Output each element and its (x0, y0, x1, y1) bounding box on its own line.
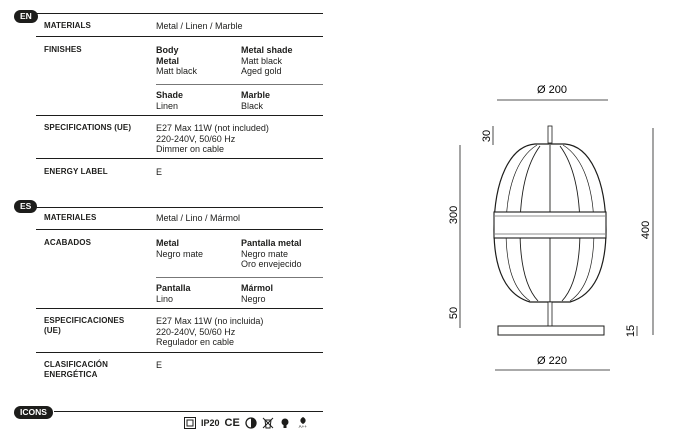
energy-class-label: A++ (298, 424, 307, 429)
ce-mark-icon: CE (224, 417, 240, 429)
specifications-label-line-2: (UE) (44, 326, 61, 335)
materials-label: MATERIALS (44, 21, 91, 30)
spec-line-2: 220-240V, 50/60 Hz (156, 326, 236, 337)
finish-body-es (156, 238, 203, 259)
finish-shade-value: Linen (156, 100, 179, 111)
section-divider (36, 207, 323, 208)
weee-bin-icon (262, 417, 274, 429)
energy-label-line-1: CLASIFICACIÓN (44, 360, 108, 369)
top-height-label: 30 (481, 129, 493, 143)
row-divider (36, 115, 323, 116)
icons-tag: ICONS (14, 406, 53, 419)
finish-marble-value: Negro (241, 293, 266, 304)
spec-line-2: 220-240V, 50/60 Hz (156, 133, 236, 144)
sub-divider (156, 84, 323, 85)
finish-body-value: Matt black (156, 66, 198, 76)
energy-value: E (156, 167, 163, 177)
led-bulb-icon (279, 417, 291, 429)
ip20-icon: IP20 (201, 418, 220, 428)
finish-metal-shade-value-1: Matt black (241, 55, 283, 66)
finish-marble-title: Mármol (241, 283, 274, 293)
base-height-label: 15 (625, 324, 637, 338)
finish-metal-shade-es (241, 238, 302, 270)
finish-marble-value: Black (241, 100, 264, 111)
language-tag-en: EN (14, 10, 38, 23)
finish-body-value: Negro mate (156, 248, 204, 259)
lamp-technical-drawing (430, 70, 670, 380)
finish-marble-es (241, 283, 273, 304)
base-diameter-label: Ø 220 (537, 355, 567, 367)
row-divider (36, 308, 323, 309)
finish-body-title: Metal (156, 238, 180, 248)
finish-shade-es (156, 283, 191, 304)
finish-body-title: Body (156, 45, 179, 55)
finish-body-en (156, 45, 197, 77)
total-height-label: 400 (640, 220, 652, 240)
dimmable-icon (245, 417, 257, 429)
lamp-stem (548, 302, 552, 328)
finish-metal-shade-title: Pantalla metal (241, 238, 302, 248)
energy-value: E (156, 360, 163, 370)
spec-line-1: E27 Max 11W (no incluida) (156, 316, 264, 326)
finish-metal-shade-value-2: Aged gold (241, 66, 282, 76)
spec-line-1: E27 Max 11W (not included) (156, 123, 269, 133)
finish-shade-title: Shade (156, 90, 184, 100)
spec-line-3: Dimmer on cable (156, 144, 225, 154)
finishes-label: FINISHES (44, 45, 82, 54)
lamp-finial (548, 126, 552, 143)
certification-icons (184, 417, 310, 429)
spec-line-3: Regulador en cable (156, 337, 235, 347)
materials-value: Metal / Linen / Marble (156, 21, 243, 31)
materials-value: Metal / Lino / Mármol (156, 213, 241, 223)
row-divider (36, 36, 323, 37)
sub-divider (156, 277, 323, 278)
energy-label-line-2: ENERGÉTICA (44, 370, 98, 379)
specifications-label: SPECIFICATIONS (UE) (44, 123, 132, 132)
specifications-value-es (156, 316, 263, 348)
finish-shade-en (156, 90, 183, 111)
finish-metal-shade-value-2: Oro envejecido (241, 259, 302, 269)
finish-metal-shade-en (241, 45, 293, 77)
specifications-label (44, 316, 124, 336)
finish-shade-title: Pantalla (156, 283, 191, 293)
class-ii-icon (184, 417, 196, 429)
section-divider (36, 13, 323, 14)
energy-label (44, 360, 108, 380)
energy-leaf-icon (296, 417, 310, 429)
row-divider (36, 352, 323, 353)
shade-height-label: 300 (448, 205, 460, 225)
specifications-label-line-1: ESPECIFICACIONES (44, 316, 125, 325)
section-divider (54, 411, 323, 412)
finish-metal-shade-value-1: Negro mate (241, 248, 289, 259)
lamp-base (498, 326, 604, 335)
finish-body-subtitle: Metal (156, 55, 180, 66)
materials-label: MATERIALES (44, 213, 97, 222)
language-tag-es: ES (14, 200, 37, 213)
shade-diameter-label: Ø 200 (537, 84, 567, 96)
finish-metal-shade-title: Metal shade (241, 45, 293, 55)
row-divider (36, 158, 323, 159)
finish-marble-en (241, 90, 270, 111)
finish-shade-value: Lino (156, 293, 174, 304)
energy-label: ENERGY LABEL (44, 167, 108, 176)
row-divider (36, 229, 323, 230)
finish-marble-title: Marble (241, 90, 271, 100)
stem-height-label: 50 (448, 306, 460, 320)
specifications-value-en (156, 123, 269, 155)
lamp-shade (494, 144, 606, 302)
finishes-label: ACABADOS (44, 238, 92, 247)
